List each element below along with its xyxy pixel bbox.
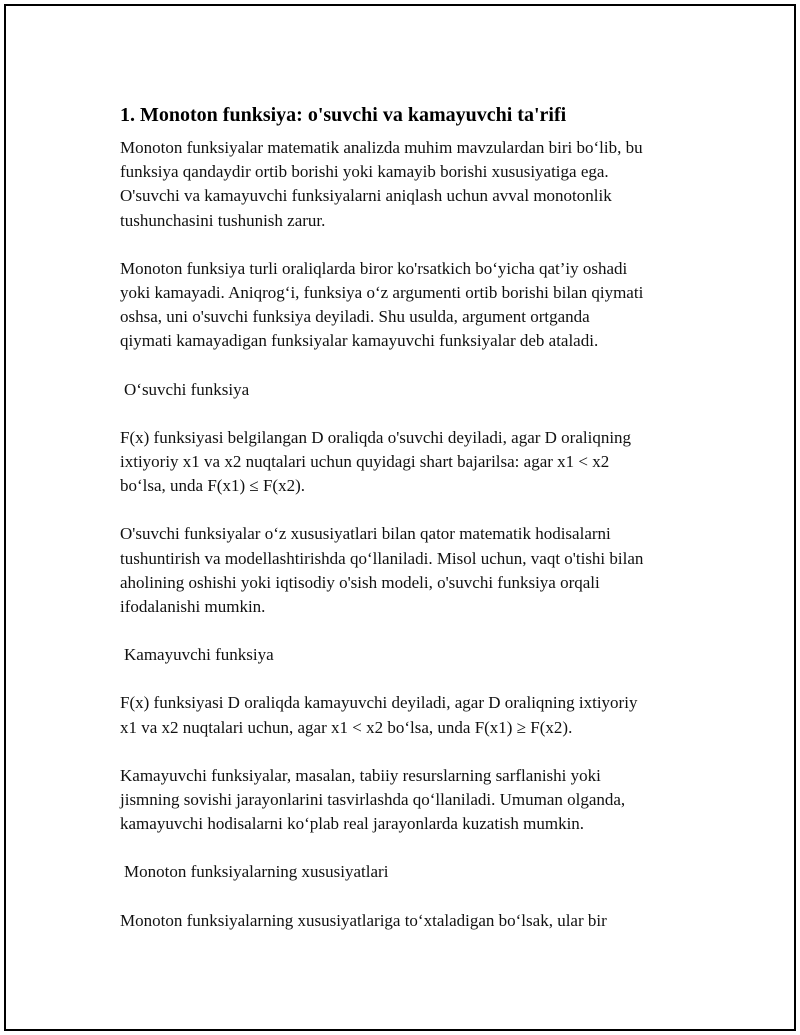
page-frame	[4, 4, 796, 1031]
paragraph-definition: Monoton funksiya turli oraliqlarda biror ko'rsatkich bo‘yicha qat’iy oshadi yoki kamayadi. Aniqrog‘i, funksiya o‘z argumenti ortib borishi bilan qiymati oshsa, uni o'suvchi funksiya deyiladi. Shu usulda, argument ortganda qiymati kamayadigan funksiyalar kamayuvchi funksiyalar deb ataladi.	[120, 258, 644, 351]
paragraph-decreasing-applications: Kamayuvchi funksiyalar, masalan, tabiiy resurslarning sarflanishi yoki jismning sovishi jarayonlarini tasvirlashda qo‘llaniladi. Umuman olganda, kamayuvchi hodisalarni ko‘plab real jarayonlarda kuzatish mumkin.	[120, 765, 626, 834]
paragraph-properties: Monoton funksiyalarning xususiyatlariga to‘xtaladigan bo‘lsak, ular bir	[120, 910, 607, 930]
paragraph-increasing-definition: F(x) funksiyasi belgilangan D oraliqda o'suvchi deyiladi, agar D oraliqning ixtiyoriy x1 va x2 nuqtalari uchun quyidagi shart bajarilsa: agar x1 < x2 bo‘lsa, unda F(x1) ≤ F(x2).	[120, 427, 632, 496]
document-body	[120, 102, 700, 957]
paragraph-increasing-applications: O'suvchi funksiyalar o‘z xususiyatlari bilan qator matematik hodisalarni tushuntirish va modellashtirishda qo‘llaniladi. Misol uchun, vaqt o'tishi bilan aholining oshishi yoki iqtisodiy o'sish modeli, o'suvchi funksiya orqali ifodalanishi mumkin.	[120, 524, 644, 617]
subheading-increasing: O‘suvchi funksiya	[124, 379, 250, 399]
subheading-properties: Monoton funksiyalarning xususiyatlari	[124, 862, 389, 882]
section-heading: 1. Monoton funksiya: o'suvchi va kamayuvchi ta'rifi	[120, 104, 567, 126]
subheading-decreasing: Kamayuvchi funksiya	[124, 645, 274, 665]
paragraph-intro: Monoton funksiyalar matematik analizda muhim mavzulardan biri bo‘lib, bu funksiya qandaydir ortib borishi yoki kamayib borishi xususiyatiga ega. O'suvchi va kamayuvchi funksiyalarni aniqlash uchun avval monotonlik tushunchasini tushunish zarur.	[120, 138, 643, 230]
paragraph-decreasing-definition: F(x) funksiyasi D oraliqda kamayuvchi deyiladi, agar D oraliqning ixtiyoriy x1 va x2 nuqtalari uchun, agar x1 < x2 bo‘lsa, unda F(x1) ≥ F(x2).	[120, 693, 638, 737]
